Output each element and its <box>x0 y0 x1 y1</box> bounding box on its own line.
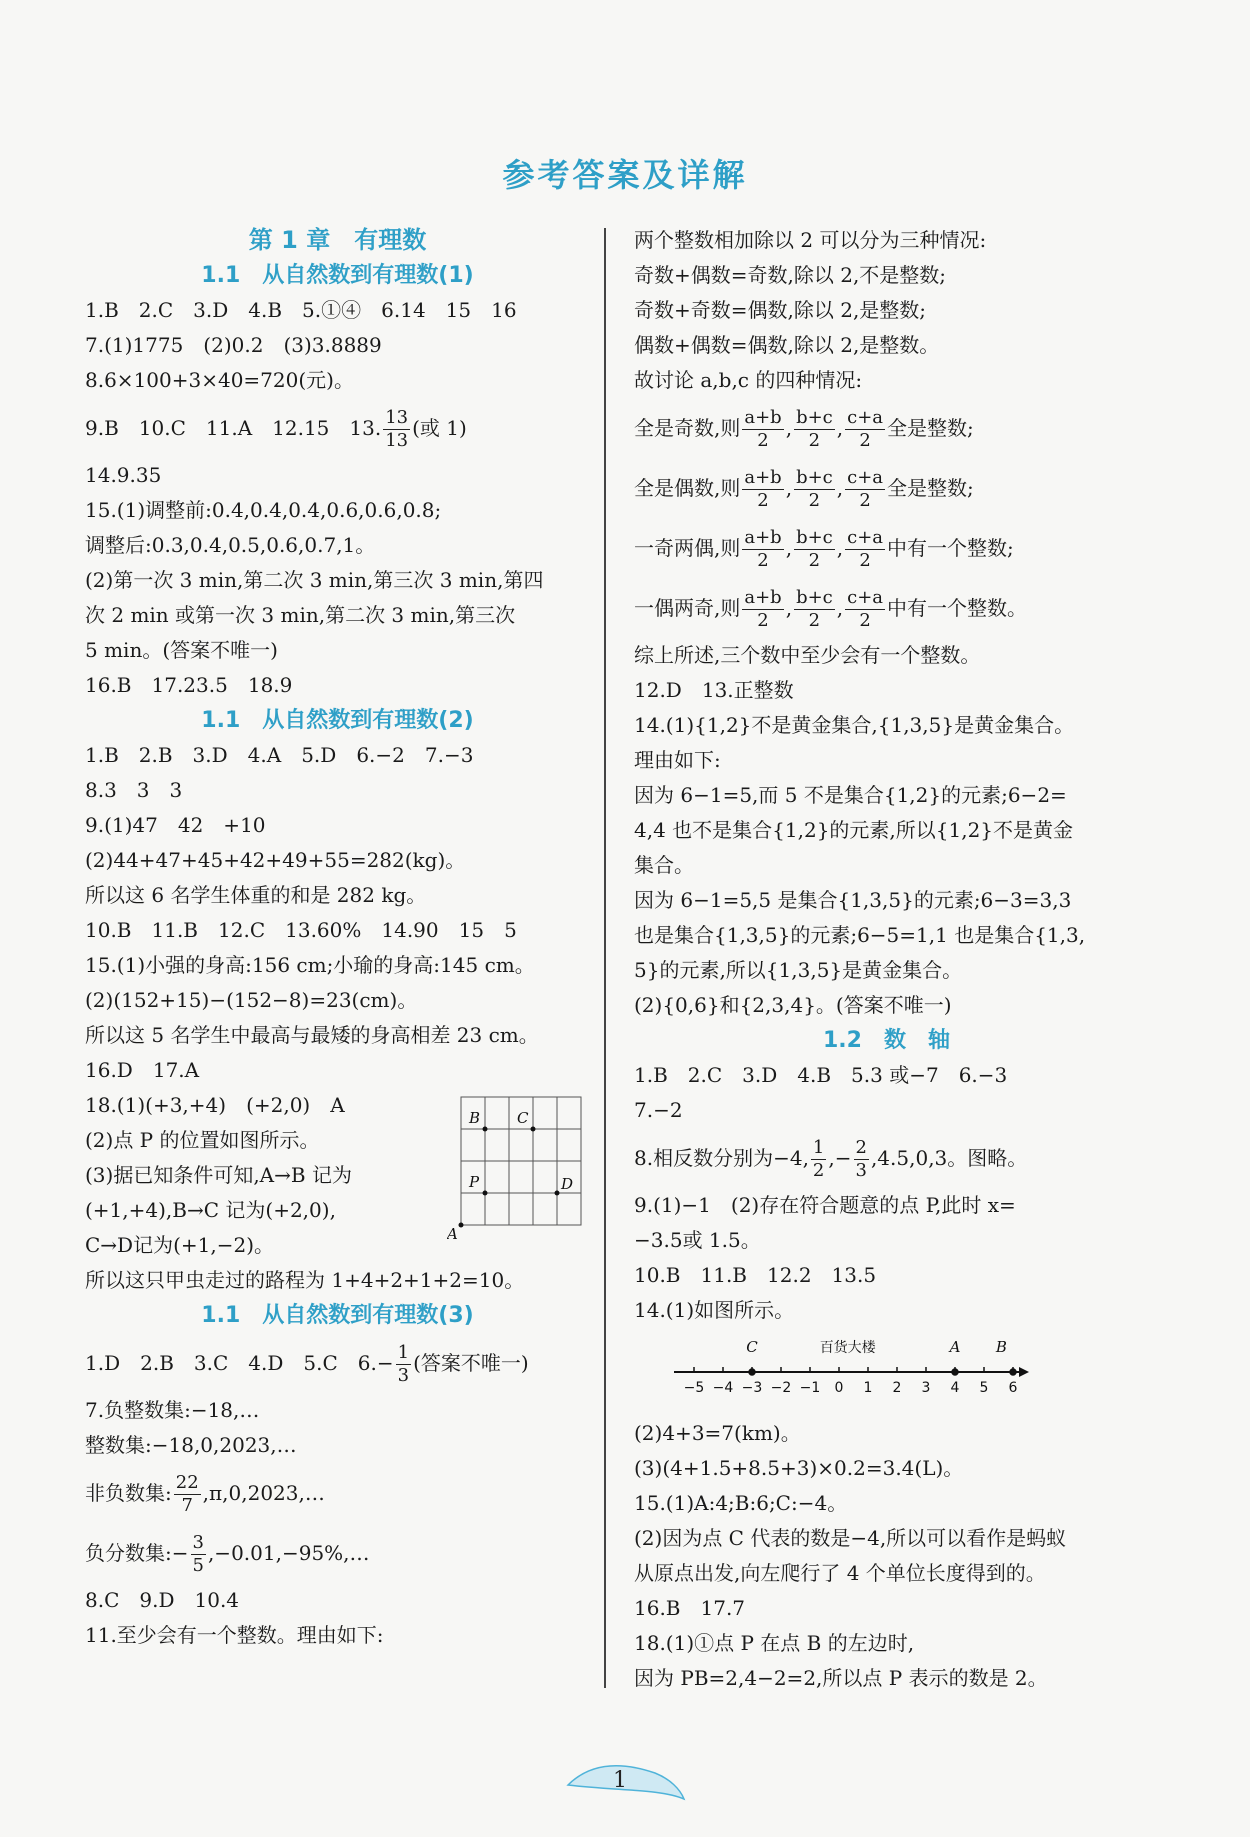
number-line-tick-label: −2 <box>770 1380 792 1396</box>
section-heading: 1.2 数 轴 <box>823 1028 950 1053</box>
answer-text: 全是奇数,则 <box>634 416 741 440</box>
denominator: 3 <box>397 1365 410 1386</box>
point-label-c: C <box>746 1338 758 1356</box>
point-d <box>555 1191 560 1196</box>
answer-line: 综上所述,三个数中至少会有一个整数。 <box>634 643 981 667</box>
section-heading: 1.1 从自然数到有理数(1) <box>201 263 474 288</box>
denominator: 2 <box>859 550 871 571</box>
separator: , <box>785 536 793 560</box>
answer-line: 整数集:−18,0,2023,… <box>85 1433 297 1457</box>
answer-text: 一偶两奇,则 <box>634 596 741 620</box>
denominator: 2 <box>808 490 821 511</box>
separator: , <box>785 476 793 500</box>
denominator: 2 <box>808 550 821 571</box>
answer-line: 10.B 11.B 12.2 13.5 <box>634 1263 877 1287</box>
numerator: 2 <box>855 1137 867 1158</box>
denominator: 2 <box>808 430 821 451</box>
grid-figure <box>447 1093 587 1254</box>
numerator: c+a <box>847 587 884 608</box>
numerator: b+c <box>796 407 833 428</box>
denominator: 2 <box>859 490 871 511</box>
answer-line: (2)点 P 的位置如图所示。 <box>85 1128 320 1152</box>
number-line-tick-label: 3 <box>921 1380 931 1396</box>
answer-line: 1.B 2.C 3.D 4.B 5.3 或−7 6.−3 <box>634 1063 1008 1087</box>
grid-label: P <box>469 1173 480 1191</box>
answer-line: 16.B 17.23.5 18.9 <box>85 673 293 697</box>
answer-line: 也是集合{1,3,5}的元素;6−5=1,1 也是集合{1,3, <box>634 923 1086 947</box>
fraction <box>742 587 783 632</box>
number-line-point <box>1010 1369 1016 1375</box>
answer-line: 所以这 5 名学生中最高与最矮的身高相差 23 cm。 <box>85 1023 539 1047</box>
numerator: b+c <box>796 587 833 608</box>
denominator: 2 <box>757 550 769 571</box>
grid-figure-block <box>85 1088 590 1263</box>
point-label-b: B <box>995 1338 1007 1356</box>
denominator: 2 <box>757 610 769 631</box>
fraction <box>811 1137 826 1182</box>
denominator: 2 <box>757 430 769 451</box>
number-line-tick-label: −3 <box>741 1380 763 1396</box>
answer-line: (2)第一次 3 min,第二次 3 min,第三次 3 min,第四 <box>85 568 544 592</box>
fraction <box>794 527 835 572</box>
point-c <box>531 1127 536 1132</box>
answer-text: 9.B 10.C 11.A 12.15 13. <box>85 416 382 440</box>
answer-text: 负分数集:− <box>85 1541 189 1565</box>
answer-line: 奇数+偶数=奇数,除以 2,不是整数; <box>634 263 947 287</box>
separator: , <box>836 596 844 620</box>
answer-line: 16.D 17.A <box>85 1058 200 1082</box>
answer-line <box>634 398 1139 458</box>
numerator: 13 <box>385 407 409 428</box>
numerator: c+a <box>847 527 884 548</box>
answer-line: −3.5或 1.5。 <box>634 1228 761 1252</box>
grid-label: C <box>517 1109 529 1127</box>
grid-label: A <box>447 1225 458 1243</box>
answer-text: 8.相反数分别为−4, <box>634 1146 809 1170</box>
section-heading: 1.1 从自然数到有理数(3) <box>201 1303 474 1328</box>
answer-line: 调整后:0.3,0.4,0.5,0.6,0.7,1。 <box>85 533 376 557</box>
numerator: a+b <box>744 467 782 488</box>
answer-line: 故讨论 a,b,c 的四种情况: <box>634 368 863 392</box>
numerator: b+c <box>796 467 833 488</box>
answer-line: 从原点出发,向左爬行了 4 个单位长度得到的。 <box>634 1561 1046 1585</box>
numerator: b+c <box>796 527 833 548</box>
answer-line: 所以这只甲虫走过的路程为 1+4+2+1+2=10。 <box>85 1268 525 1292</box>
page-number-badge <box>560 1755 690 1805</box>
fraction <box>794 587 835 632</box>
grid-label: B <box>469 1109 481 1127</box>
denominator: 2 <box>808 610 821 631</box>
answer-line: (3)据已知条件可知,A→B 记为 <box>85 1163 352 1187</box>
answer-line: (2)44+47+45+42+49+55=282(kg)。 <box>85 848 466 872</box>
section-heading: 1.1 从自然数到有理数(2) <box>201 708 474 733</box>
answer-text: 全是偶数,则 <box>634 476 741 500</box>
answer-line: 18.(1)①点 P 在点 B 的左边时, <box>634 1631 915 1655</box>
answer-line: 偶数+偶数=偶数,除以 2,是整数。 <box>634 333 940 357</box>
answer-line: 奇数+奇数=偶数,除以 2,是整数; <box>634 298 927 322</box>
numerator: a+b <box>744 587 782 608</box>
answer-text: 中有一个整数。 <box>887 596 1028 620</box>
point-p <box>483 1191 488 1196</box>
denominator: 7 <box>181 1495 193 1516</box>
number-line-tick-label: 4 <box>950 1380 960 1396</box>
separator: , <box>836 536 844 560</box>
answer-line: C→D记为(+1,−2)。 <box>85 1233 275 1257</box>
answer-line: (2){0,6}和{2,3,4}。(答案不唯一) <box>634 993 952 1017</box>
denominator: 2 <box>859 610 871 631</box>
answer-line: 14.(1){1,2}不是黄金集合,{1,3,5}是黄金集合。 <box>634 713 1075 737</box>
answer-line: 理由如下: <box>634 748 721 772</box>
answer-line: 11.至少会有一个整数。理由如下: <box>85 1623 384 1647</box>
separator: , <box>836 416 844 440</box>
answer-text: (答案不唯一) <box>413 1351 529 1375</box>
answer-line: 因为 6−1=5,5 是集合{1,3,5}的元素;6−3=3,3 <box>634 888 1072 912</box>
answer-line <box>85 1463 590 1523</box>
answer-line: 15.(1)调整前:0.4,0.4,0.4,0.6,0.6,0.8; <box>85 498 442 522</box>
answer-line: 8.6×100+3×40=720(元)。 <box>85 368 354 392</box>
answer-line: 5 min。(答案不唯一) <box>85 638 278 662</box>
page-title: 参考答案及详解 <box>502 156 748 194</box>
answer-line: 18.(1)(+3,+4) (+2,0) A <box>85 1093 345 1117</box>
answer-line: 14.(1)如图所示。 <box>634 1298 795 1322</box>
answer-line: 次 2 min 或第一次 3 min,第二次 3 min,第三次 <box>85 603 516 627</box>
fraction <box>794 467 835 512</box>
answer-line: 1.B 2.B 3.D 4.A 5.D 6.−2 7.−3 <box>85 743 474 767</box>
answer-text: ,π,0,2023,… <box>202 1481 325 1505</box>
fraction <box>845 587 885 632</box>
answer-line: (3)(4+1.5+8.5+3)×0.2=3.4(L)。 <box>634 1456 964 1480</box>
numerator: c+a <box>847 407 884 428</box>
number-line-figure <box>634 1328 1139 1416</box>
fraction <box>845 467 885 512</box>
answer-line: 8.C 9.D 10.4 <box>85 1588 240 1612</box>
answer-line: 7.负整数集:−18,… <box>85 1398 260 1422</box>
answer-line: 7.−2 <box>634 1098 683 1122</box>
answer-text: 非负数集: <box>85 1481 172 1505</box>
answer-line: 因为 PB=2,4−2=2,所以点 P 表示的数是 2。 <box>634 1666 1048 1690</box>
number-line-tick-label: −4 <box>712 1380 734 1396</box>
answer-text: 全是整数; <box>887 416 974 440</box>
fraction <box>742 407 783 452</box>
denominator: 2 <box>812 1160 825 1181</box>
store-label: 百货大楼 <box>819 1340 876 1356</box>
number-line-tick-label: 1 <box>863 1380 873 1396</box>
answer-line: 4,4 也不是集合{1,2}的元素,所以{1,2}不是黄金 <box>634 818 1074 842</box>
answer-line: 9.(1)−1 (2)存在符合题意的点 P,此时 x= <box>634 1193 1016 1217</box>
answer-line <box>85 398 590 458</box>
answer-line <box>634 578 1139 638</box>
answer-line <box>634 458 1139 518</box>
number-line-tick-label: −5 <box>683 1380 705 1396</box>
page-number: 1 <box>613 1768 627 1793</box>
point-b <box>483 1127 488 1132</box>
figure-text <box>85 1088 352 1263</box>
answer-line: (+1,+4),B→C 记为(+2,0), <box>85 1198 336 1222</box>
denominator: 13 <box>385 430 409 451</box>
fraction <box>174 1472 201 1517</box>
numerator: a+b <box>744 527 782 548</box>
fraction <box>845 407 885 452</box>
answer-line: 15.(1)小强的身高:156 cm;小瑜的身高:145 cm。 <box>85 953 535 977</box>
number-line-svg <box>674 1328 1074 1408</box>
column-divider <box>604 228 606 1688</box>
answer-line <box>85 1333 590 1393</box>
answer-line: 1.B 2.C 3.D 4.B 5.①④ 6.14 15 16 <box>85 298 517 322</box>
answer-line: 10.B 11.B 12.C 13.60% 14.90 15 5 <box>85 918 517 942</box>
fraction <box>845 527 885 572</box>
answer-line: 两个整数相加除以 2 可以分为三种情况: <box>634 228 987 252</box>
number-line-tick-label: 5 <box>979 1380 989 1396</box>
numerator: 1 <box>397 1342 410 1363</box>
answer-text: 一奇两偶,则 <box>634 536 741 560</box>
answer-line: 所以这 6 名学生体重的和是 282 kg。 <box>85 883 427 907</box>
number-line-tick-label: −1 <box>799 1380 821 1396</box>
separator: , <box>785 596 793 620</box>
answer-line: (2)4+3=7(km)。 <box>634 1421 801 1445</box>
fraction <box>191 1532 206 1577</box>
leaf-ornament <box>560 1755 690 1805</box>
number-line-tick-label: 0 <box>834 1380 844 1396</box>
number-line-point <box>952 1369 958 1375</box>
denominator: 2 <box>859 430 871 451</box>
denominator: 5 <box>192 1555 204 1576</box>
answer-line: 因为 6−1=5,而 5 不是集合{1,2}的元素;6−2= <box>634 783 1067 807</box>
left-column <box>85 223 590 1653</box>
separator: , <box>785 416 793 440</box>
answer-line: 5}的元素,所以{1,3,5}是黄金集合。 <box>634 958 963 982</box>
answer-text: ,4.5,0,3。图略。 <box>870 1146 1028 1170</box>
fraction <box>742 527 783 572</box>
answer-text: 全是整数; <box>887 476 974 500</box>
denominator: 2 <box>757 490 769 511</box>
numerator: 3 <box>192 1532 204 1553</box>
answer-line: 7.(1)1775 (2)0.2 (3)3.8889 <box>85 333 382 357</box>
point-a <box>459 1223 464 1228</box>
number-line-tick-label: 6 <box>1008 1380 1018 1396</box>
answer-line: 14.9.35 <box>85 463 162 487</box>
point-label-a: A <box>949 1338 961 1356</box>
chapter-heading: 第 1 章 有理数 <box>248 226 427 254</box>
answer-line <box>634 1128 1139 1188</box>
answer-text: ,− <box>828 1146 852 1170</box>
grid-label: D <box>561 1175 574 1193</box>
numerator: c+a <box>847 467 884 488</box>
fraction <box>854 1137 869 1182</box>
numerator: 1 <box>812 1137 825 1158</box>
answer-line: 16.B 17.7 <box>634 1596 746 1620</box>
separator: , <box>836 476 844 500</box>
answer-text: 1.D 2.B 3.C 4.D 5.C 6.− <box>85 1351 394 1375</box>
fraction <box>383 407 410 452</box>
answer-line: 8.3 3 3 <box>85 778 183 802</box>
number-line-tick-label: 2 <box>892 1380 902 1396</box>
fraction <box>794 407 835 452</box>
answer-line: 15.(1)A:4;B:6;C:−4。 <box>634 1491 848 1515</box>
answer-text: 中有一个整数; <box>887 536 1014 560</box>
answer-text: ,−0.01,−95%,… <box>207 1541 370 1565</box>
answer-line: (2)(152+15)−(152−8)=23(cm)。 <box>85 988 418 1012</box>
answer-text: (或 1) <box>412 416 467 440</box>
fraction <box>396 1342 411 1387</box>
answer-line <box>85 1523 590 1583</box>
grid-svg <box>447 1093 587 1243</box>
numerator: 22 <box>175 1472 199 1493</box>
answer-line: (2)因为点 C 代表的数是−4,所以可以看作是蚂蚁 <box>634 1526 1067 1550</box>
answer-line: 9.(1)47 42 +10 <box>85 813 266 837</box>
fraction <box>742 467 783 512</box>
denominator: 3 <box>855 1160 867 1181</box>
number-line-point <box>749 1369 755 1375</box>
answer-line: 集合。 <box>634 853 694 877</box>
answer-line: 12.D 13.正整数 <box>634 678 794 702</box>
right-column <box>634 223 1139 1696</box>
numerator: a+b <box>744 407 782 428</box>
answer-line <box>634 518 1139 578</box>
